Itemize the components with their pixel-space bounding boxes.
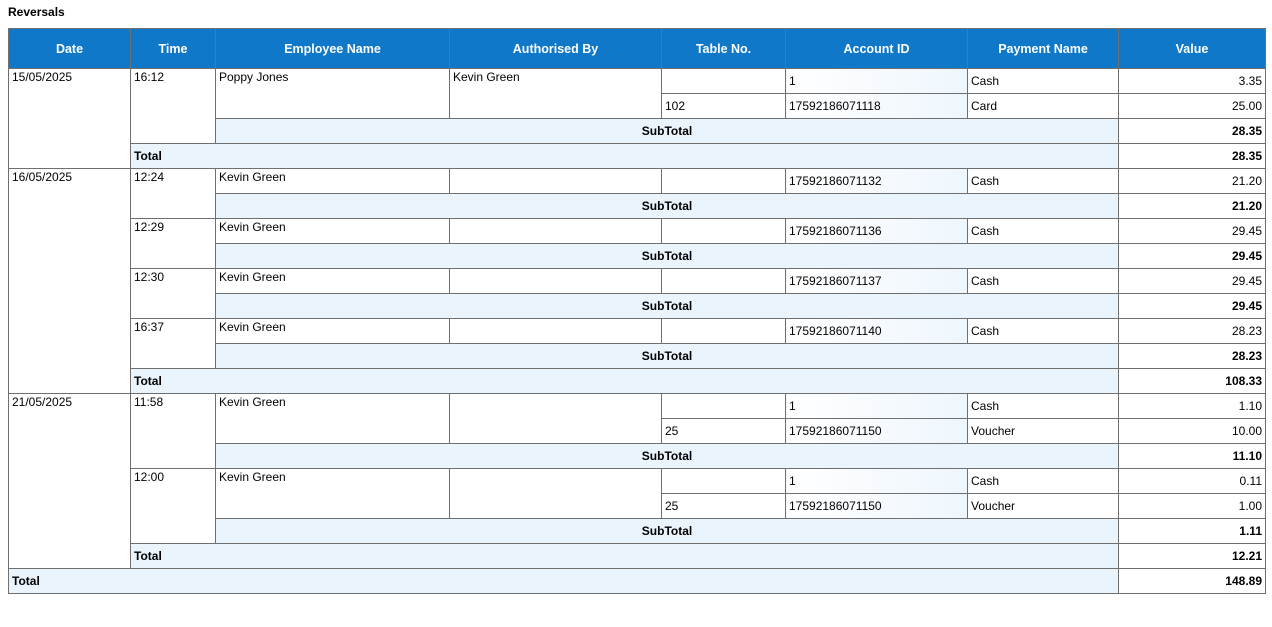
subtotal-label: SubTotal [216,194,1119,219]
account-id-cell: 1 [786,394,968,419]
employee-name-cell: Kevin Green [216,169,450,194]
header-authorised-by: Authorised By [450,29,662,69]
report-body [9,69,1266,594]
authorised-by-cell [450,469,662,519]
time-cell: 16:37 [131,319,216,369]
date-total-label: Total [131,544,1119,569]
date-total-label: Total [131,144,1119,169]
account-id-cell: 17592186071140 [786,319,968,344]
payment-name-cell: Cash [968,469,1119,494]
subtotal-value: 28.35 [1119,119,1266,144]
payment-name-cell: Voucher [968,494,1119,519]
table-row [9,219,1266,244]
table-no-cell: 102 [662,94,786,119]
table-no-cell: 25 [662,494,786,519]
authorised-by-cell [450,219,662,244]
table-header-row [9,29,1266,69]
employee-name-cell: Kevin Green [216,219,450,244]
header-employee-name: Employee Name [216,29,450,69]
authorised-by-cell [450,319,662,344]
table-no-cell [662,319,786,344]
account-id-cell: 17592186071150 [786,419,968,444]
payment-name-cell: Cash [968,269,1119,294]
grand-total-label: Total [9,569,1119,594]
subtotal-label: SubTotal [216,519,1119,544]
table-row [9,469,1266,494]
payment-name-cell: Cash [968,169,1119,194]
payment-name-cell: Cash [968,69,1119,94]
header-payment-name: Payment Name [968,29,1119,69]
time-cell: 12:29 [131,219,216,269]
authorised-by-cell [450,394,662,444]
subtotal-value: 29.45 [1119,244,1266,269]
header-value: Value [1119,29,1266,69]
table-row [9,394,1266,419]
account-id-cell: 17592186071118 [786,94,968,119]
employee-name-cell: Kevin Green [216,319,450,344]
payment-name-cell: Cash [968,219,1119,244]
account-id-cell: 17592186071136 [786,219,968,244]
payment-name-cell: Cash [968,319,1119,344]
date-total-value: 12.21 [1119,544,1266,569]
subtotal-label: SubTotal [216,444,1119,469]
account-id-cell: 17592186071137 [786,269,968,294]
date-total-row [9,144,1266,169]
payment-name-cell: Cash [968,394,1119,419]
date-total-value: 28.35 [1119,144,1266,169]
account-id-cell: 1 [786,69,968,94]
header-account-id: Account ID [786,29,968,69]
value-cell: 3.35 [1119,69,1266,94]
value-cell: 1.00 [1119,494,1266,519]
reversals-table [8,28,1266,594]
grand-total-value: 148.89 [1119,569,1266,594]
table-no-cell [662,394,786,419]
time-cell: 11:58 [131,394,216,469]
subtotal-value: 1.11 [1119,519,1266,544]
employee-name-cell: Kevin Green [216,394,450,444]
value-cell: 29.45 [1119,219,1266,244]
subtotal-label: SubTotal [216,119,1119,144]
table-no-cell [662,469,786,494]
subtotal-label: SubTotal [216,344,1119,369]
table-no-cell: 25 [662,419,786,444]
table-no-cell [662,269,786,294]
table-row [9,319,1266,344]
account-id-cell: 1 [786,469,968,494]
employee-name-cell: Kevin Green [216,269,450,294]
header-table-no: Table No. [662,29,786,69]
header-date: Date [9,29,131,69]
value-cell: 10.00 [1119,419,1266,444]
table-row [9,269,1266,294]
header-time: Time [131,29,216,69]
value-cell: 0.11 [1119,469,1266,494]
report-title: Reversals [8,5,65,19]
date-total-row [9,369,1266,394]
time-cell: 12:00 [131,469,216,544]
payment-name-cell: Card [968,94,1119,119]
authorised-by-cell [450,269,662,294]
subtotal-value: 29.45 [1119,294,1266,319]
value-cell: 28.23 [1119,319,1266,344]
subtotal-value: 11.10 [1119,444,1266,469]
time-cell: 12:30 [131,269,216,319]
date-total-value: 108.33 [1119,369,1266,394]
subtotal-label: SubTotal [216,244,1119,269]
table-no-cell [662,69,786,94]
account-id-cell: 17592186071132 [786,169,968,194]
subtotal-value: 28.23 [1119,344,1266,369]
employee-name-cell: Poppy Jones [216,69,450,119]
employee-name-cell: Kevin Green [216,469,450,519]
value-cell: 21.20 [1119,169,1266,194]
authorised-by-cell: Kevin Green [450,69,662,119]
value-cell: 29.45 [1119,269,1266,294]
table-row [9,169,1266,194]
grand-total-row [9,569,1266,594]
value-cell: 25.00 [1119,94,1266,119]
table-no-cell [662,219,786,244]
date-cell: 21/05/2025 [9,394,131,569]
account-id-cell: 17592186071150 [786,494,968,519]
date-total-label: Total [131,369,1119,394]
table-no-cell [662,169,786,194]
value-cell: 1.10 [1119,394,1266,419]
date-total-row [9,544,1266,569]
date-cell: 15/05/2025 [9,69,131,169]
subtotal-label: SubTotal [216,294,1119,319]
authorised-by-cell [450,169,662,194]
time-cell: 16:12 [131,69,216,144]
subtotal-value: 21.20 [1119,194,1266,219]
date-cell: 16/05/2025 [9,169,131,394]
payment-name-cell: Voucher [968,419,1119,444]
time-cell: 12:24 [131,169,216,219]
table-row [9,69,1266,94]
